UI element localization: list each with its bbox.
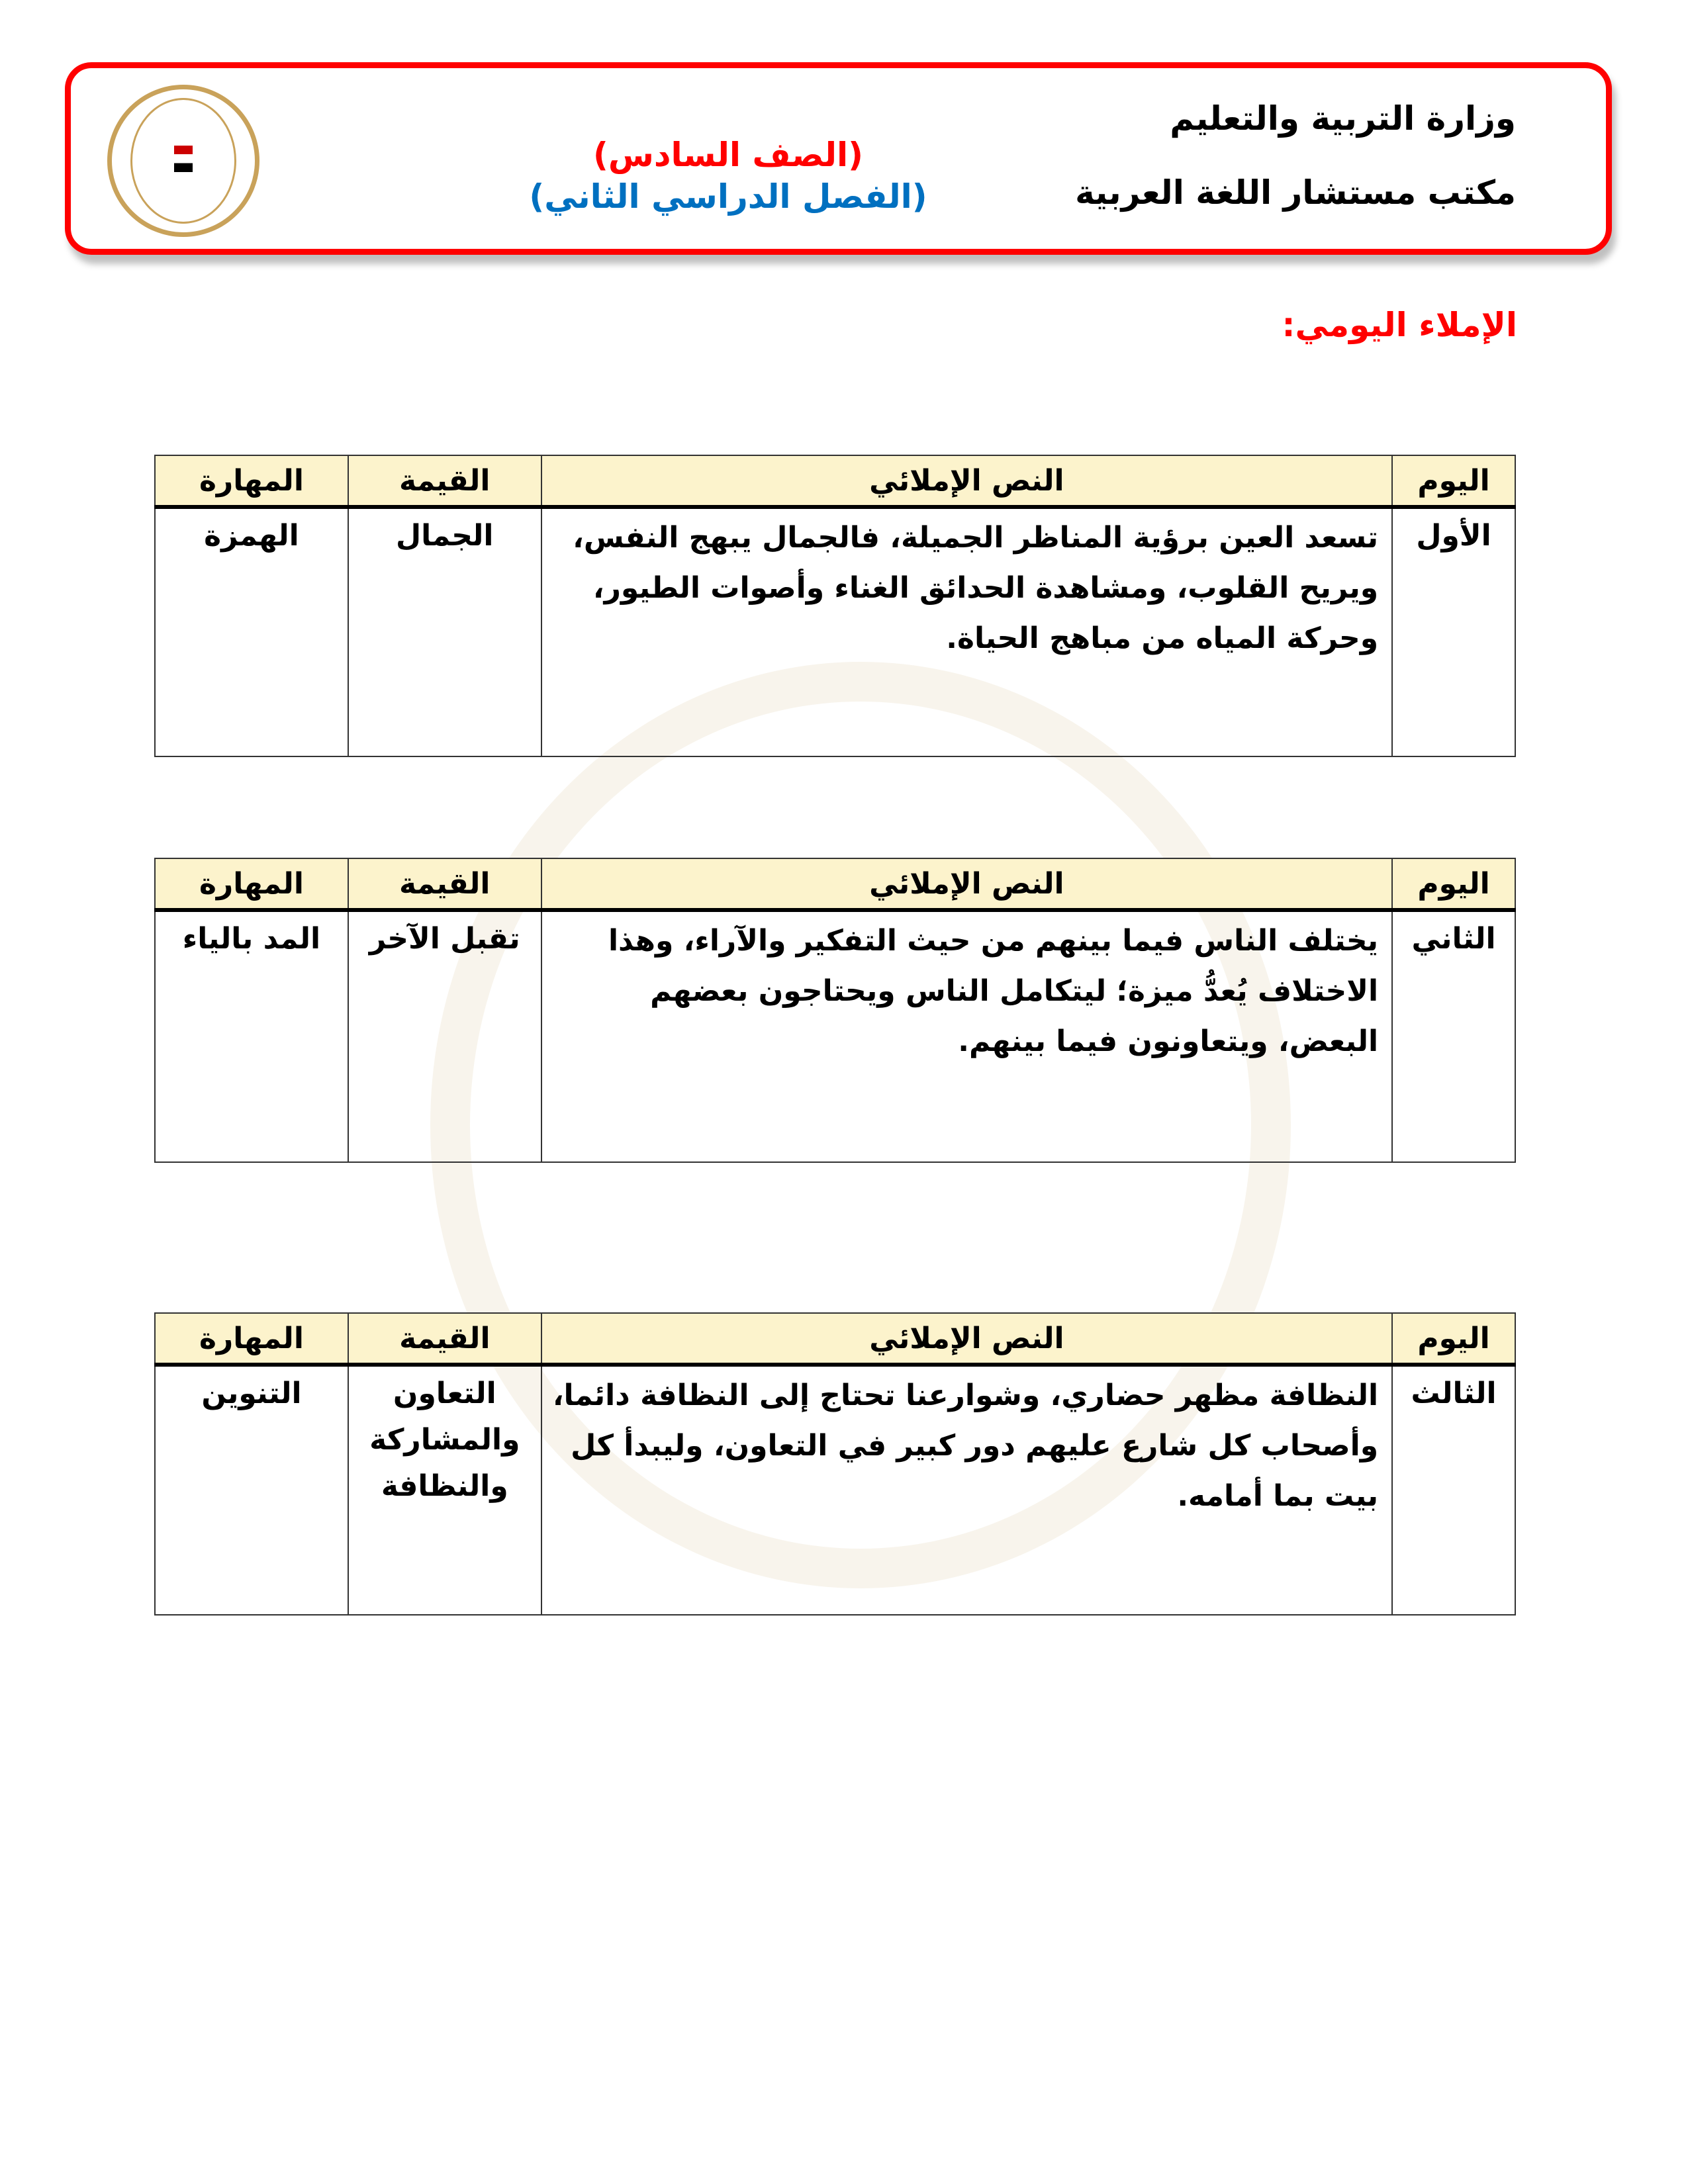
header-value: القيمة — [348, 858, 541, 910]
skill-cell: الهمزة — [155, 507, 348, 756]
header-skill: المهارة — [155, 455, 348, 507]
header-text: النص الإملائي — [541, 1313, 1392, 1365]
header-value: القيمة — [348, 1313, 541, 1365]
day-cell: الثالث — [1392, 1365, 1515, 1615]
value-cell: تقبل الآخر — [348, 910, 541, 1162]
office-name: مكتب مستشار اللغة العربية — [1075, 173, 1516, 212]
skill-cell: التنوين — [155, 1365, 348, 1615]
header-value: القيمة — [348, 455, 541, 507]
eagle-emblem-icon — [174, 146, 193, 172]
header-skill: المهارة — [155, 858, 348, 910]
ministry-logo — [107, 85, 259, 237]
dictation-table-2 — [154, 858, 1516, 1163]
value-cell: الجمال — [348, 507, 541, 756]
header-day: اليوم — [1392, 858, 1515, 910]
grade-label: (الصف السادس) — [592, 136, 864, 174]
day-cell: الثاني — [1392, 910, 1515, 1162]
header-day: اليوم — [1392, 1313, 1515, 1365]
header-skill: المهارة — [155, 1313, 348, 1365]
header-text: النص الإملائي — [541, 455, 1392, 507]
header-day: اليوم — [1392, 455, 1515, 507]
section-title: الإملاء اليومي: — [1282, 306, 1517, 344]
dictation-table-1 — [154, 455, 1516, 757]
value-cell: التعاون والمشاركة والنظافة — [348, 1365, 541, 1615]
text-cell: النظافة مظهر حضاري، وشوارعنا تحتاج إلى النظافة دائما، وأصحاب كل شارع عليهم دور كبير في التعاون، وليبدأ كل بيت بما أمامه. — [541, 1365, 1392, 1615]
term-label: (الفصل الدراسي الثاني) — [529, 177, 927, 216]
text-cell: يختلف الناس فيما بينهم من حيث التفكير والآراء، وهذا الاختلاف يُعدُّ ميزة؛ ليتكامل الناس ويحتاجون بعضهم البعض، ويتعاونون فيما بينهم. — [541, 910, 1392, 1162]
ministry-name: وزارة التربية والتعليم — [1170, 99, 1516, 138]
day-cell: الأول — [1392, 507, 1515, 756]
header-text: النص الإملائي — [541, 858, 1392, 910]
skill-cell: المد بالياء — [155, 910, 348, 1162]
dictation-table-3 — [154, 1312, 1516, 1615]
text-cell: تسعد العين برؤية المناظر الجميلة، فالجمال يبهج النفس، ويريح القلوب، ومشاهدة الحدائق الغناء وأصوات الطيور، وحركة المياه من مباهج الحياة. — [541, 507, 1392, 756]
